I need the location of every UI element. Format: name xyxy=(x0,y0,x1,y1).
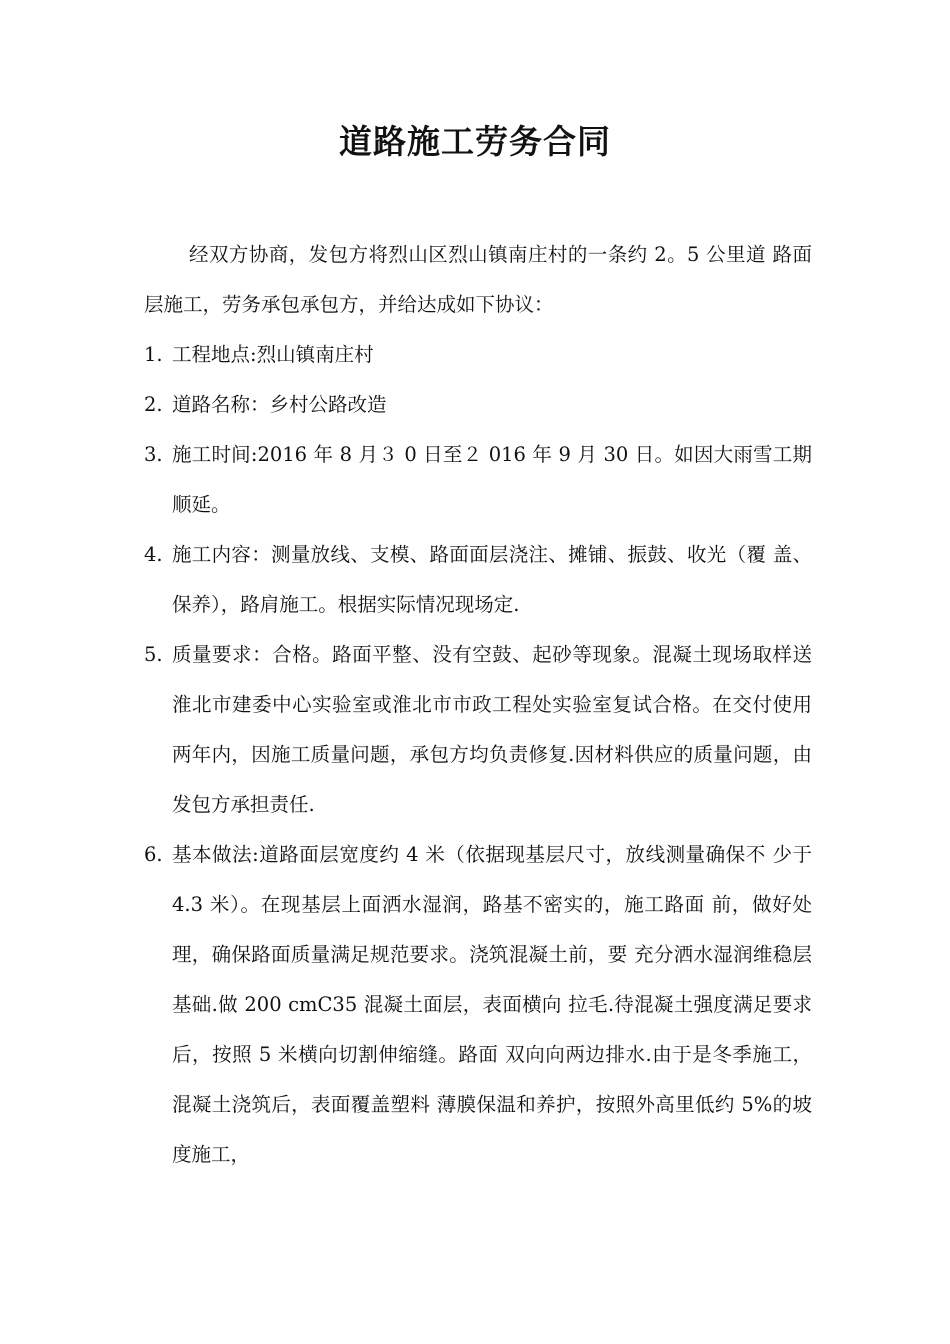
document-body xyxy=(144,230,812,1180)
document-title: 道路施工劳务合同 xyxy=(339,122,611,161)
clause-number: 2. xyxy=(144,393,163,416)
clause-number: 6. xyxy=(144,843,163,866)
clause-3 xyxy=(144,430,812,530)
clause-number: 1. xyxy=(144,343,163,366)
clause-number: 4. xyxy=(144,543,163,566)
clause-text: 基本做法:道路面层宽度约 4 米（依据现基层尺寸，放线测量确保不 少于 4.3 米）。在现基层上面洒水湿润，路基不密实的，施工路面 前，做好处理，确保路面质量满足规范要求。浇筑混凝土前，要 充分洒水湿润维稳层基础.做 200 cmC35 混凝土面层，表面横向 拉毛.待混凝土强度满足要求后，按照 5 米横向切割伸缩缝。路面 双向向两边排水.由于是冬季施工，混凝土浇筑后，表面覆盖塑料 薄膜保温和养护，按照外高里低约 5%的坡度施工， xyxy=(172,843,812,1166)
clause-text: 道路名称：乡村公路改造 xyxy=(172,393,387,416)
clause-text: 质量要求：合格。路面平整、没有空鼓、起砂等现象。混凝土现场取样送淮北市建委中心实验室或淮北市市政工程处实验室复试合格。在交付使用两年内，因施工质量问题，承包方均负责修复.因材料供应的质量问题，由发包方承担责任. xyxy=(172,643,812,816)
clause-4 xyxy=(144,530,812,630)
clause-text: 工程地点:烈山镇南庄村 xyxy=(172,343,374,366)
clause-number: 5. xyxy=(144,643,163,666)
clause-6 xyxy=(144,830,812,1180)
clause-2 xyxy=(144,380,812,430)
clause-5 xyxy=(144,630,812,830)
clause-1 xyxy=(144,330,812,380)
clause-number: 3. xyxy=(144,443,163,466)
clause-text: 施工内容：测量放线、支模、路面面层浇注、摊铺、振鼓、收光（覆 盖、保养），路肩施工。根据实际情况现场定. xyxy=(172,543,812,616)
clause-text: 施工时间:2016 年 8 月３ 0 日至２ 016 年 9 月 30 日。如因大雨雪工期顺延。 xyxy=(172,443,812,516)
intro-paragraph: 经双方协商，发包方将烈山区烈山镇南庄村的一条约 2。5 公里道 路面层施工，劳务承包承包方，并给达成如下协议： xyxy=(144,243,812,316)
clause-list xyxy=(144,330,812,1180)
